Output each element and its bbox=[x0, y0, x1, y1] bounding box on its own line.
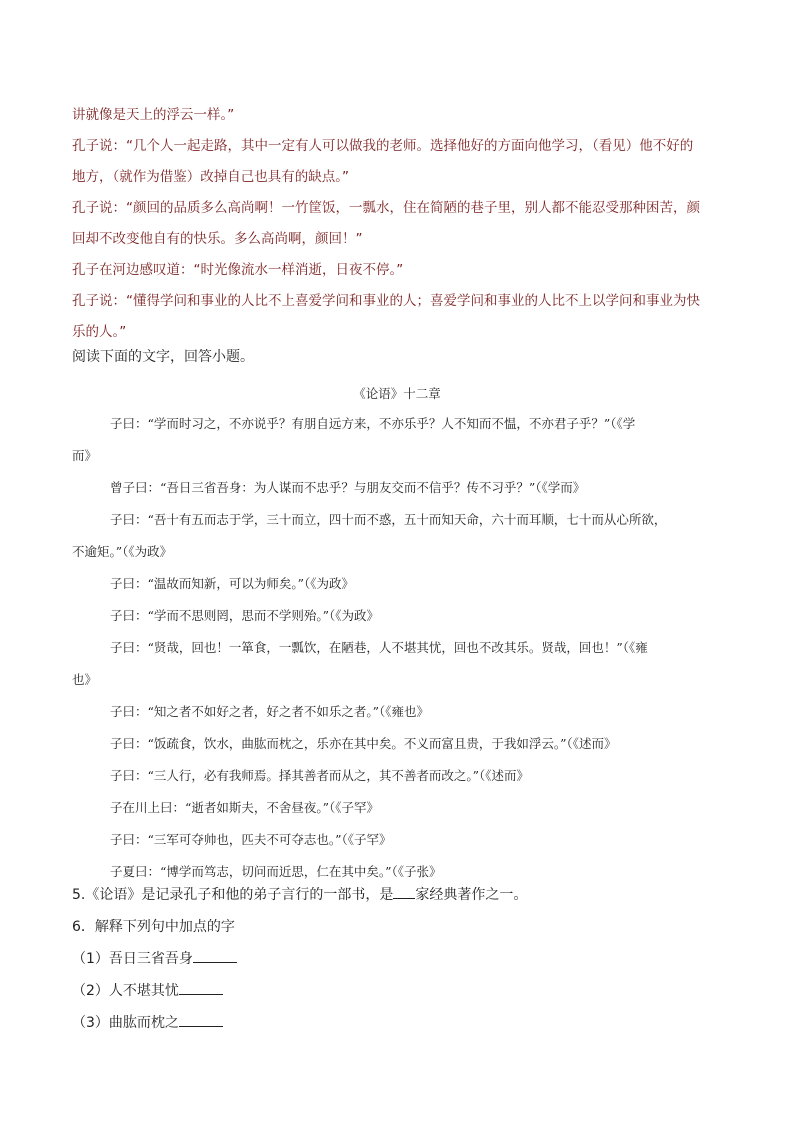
answer-blank[interactable] bbox=[179, 1012, 223, 1027]
classic-line: 子曰：“三人行，必有我师焉。择其善者而从之，其不善者而改之。”（《述而》 bbox=[110, 768, 530, 783]
classic-line: 子曰：“吾十有五而志于学，三十而立，四十而不惑，五十而知天命，六十而耳顺，七十而从心所欲， bbox=[110, 512, 667, 527]
classic-line: 不逾矩。”（《为政》 bbox=[72, 544, 173, 559]
translation-line: 孔子说：“懂得学问和事业的人比不上喜爱学问和事业的人；喜爱学问和事业的人比不上以学问和事业为快 bbox=[72, 293, 700, 309]
translation-line: 孔子说：“几个人一起走路，其中一定有人可以做我的老师。选择他好的方面向他学习，（看见）他不好的 bbox=[72, 138, 694, 154]
question-6-item-text: （2）人不堪其忧 bbox=[72, 983, 179, 999]
reading-instruction: 阅读下面的文字，回答小题。 bbox=[72, 349, 254, 365]
classic-line: 子夏曰：“博学而笃志，切问而近思，仁在其中矣。”（《子张》 bbox=[110, 864, 442, 879]
question-5 bbox=[72, 884, 527, 904]
question-6-item bbox=[72, 948, 237, 968]
translation-line: 地方，（就作为借鉴）改掉自己也具有的缺点。” bbox=[72, 169, 349, 185]
classic-line: 曾子曰：“吾日三省吾身：为人谋而不忠乎？与朋友交而不信乎？传不习乎？”（《学而》 bbox=[110, 480, 586, 495]
classic-line: 子曰：“学而不思则罔，思而不学则殆。”（《为政》 bbox=[110, 608, 380, 623]
question-5-text: 5.《论语》是记录孔子和他的弟子言行的一部书，是 bbox=[72, 887, 394, 903]
passage-title: 《论语》十二章 bbox=[353, 386, 441, 401]
classic-line: 子曰：“三军可夺帅也，匹夫不可夺志也。”（《子罕》 bbox=[110, 832, 392, 847]
classic-line: 子曰：“知之者不如好之者，好之者不如乐之者。”（《雍也》 bbox=[110, 704, 430, 719]
translation-line: 孔子在河边感叹道：“时光像流水一样消逝，日夜不停。” bbox=[72, 262, 404, 278]
question-6-item-text: （1）吾日三省吾身 bbox=[72, 951, 193, 967]
classic-line: 子在川上曰：“逝者如斯夫，不舍昼夜。”（《子罕》 bbox=[110, 800, 380, 815]
question-6-item-text: （3）曲肱而枕之 bbox=[72, 1015, 179, 1031]
translation-block bbox=[72, 100, 722, 348]
classic-line: 子曰：“学而时习之，不亦说乎？有朋自远方来，不亦乐乎？人不知而不愠，不亦君子乎？”（《学 bbox=[110, 416, 636, 431]
classic-text-block bbox=[72, 408, 722, 888]
translation-line: 讲就像是天上的浮云一样。” bbox=[72, 107, 235, 123]
question-6-title: 6．解释下列句中加点的字 bbox=[72, 919, 235, 935]
answer-blank[interactable] bbox=[179, 980, 223, 995]
classic-line: 子曰：“饭疏食，饮水，曲肱而枕之，乐亦在其中矣。不义而富且贵，于我如浮云。”（《述而》 bbox=[110, 736, 617, 751]
answer-blank[interactable] bbox=[393, 884, 415, 899]
question-5-text-end: 家经典著作之一。 bbox=[415, 887, 528, 903]
translation-line: 回却不改变他自有的快乐。多么高尚啊，颜回！” bbox=[72, 231, 363, 247]
classic-line: 也》 bbox=[72, 672, 98, 687]
question-6-item bbox=[72, 1012, 223, 1032]
translation-line: 孔子说：“颜回的品质多么高尚啊！一竹筐饭，一瓢水，住在简陋的巷子里，别人都不能忍受那种困苦，颜 bbox=[72, 200, 700, 216]
classic-line: 子曰：“贤哉，回也！一箪食，一瓢饮，在陋巷，人不堪其忧，回也不改其乐。贤哉，回也！”（《雍 bbox=[110, 640, 648, 655]
classic-line: 而》 bbox=[72, 448, 98, 463]
classic-line: 子曰：“温故而知新，可以为师矣。”（《为政》 bbox=[110, 576, 355, 591]
translation-line: 乐的人。” bbox=[72, 324, 127, 340]
answer-blank[interactable] bbox=[193, 948, 237, 963]
question-6-item bbox=[72, 980, 223, 1000]
